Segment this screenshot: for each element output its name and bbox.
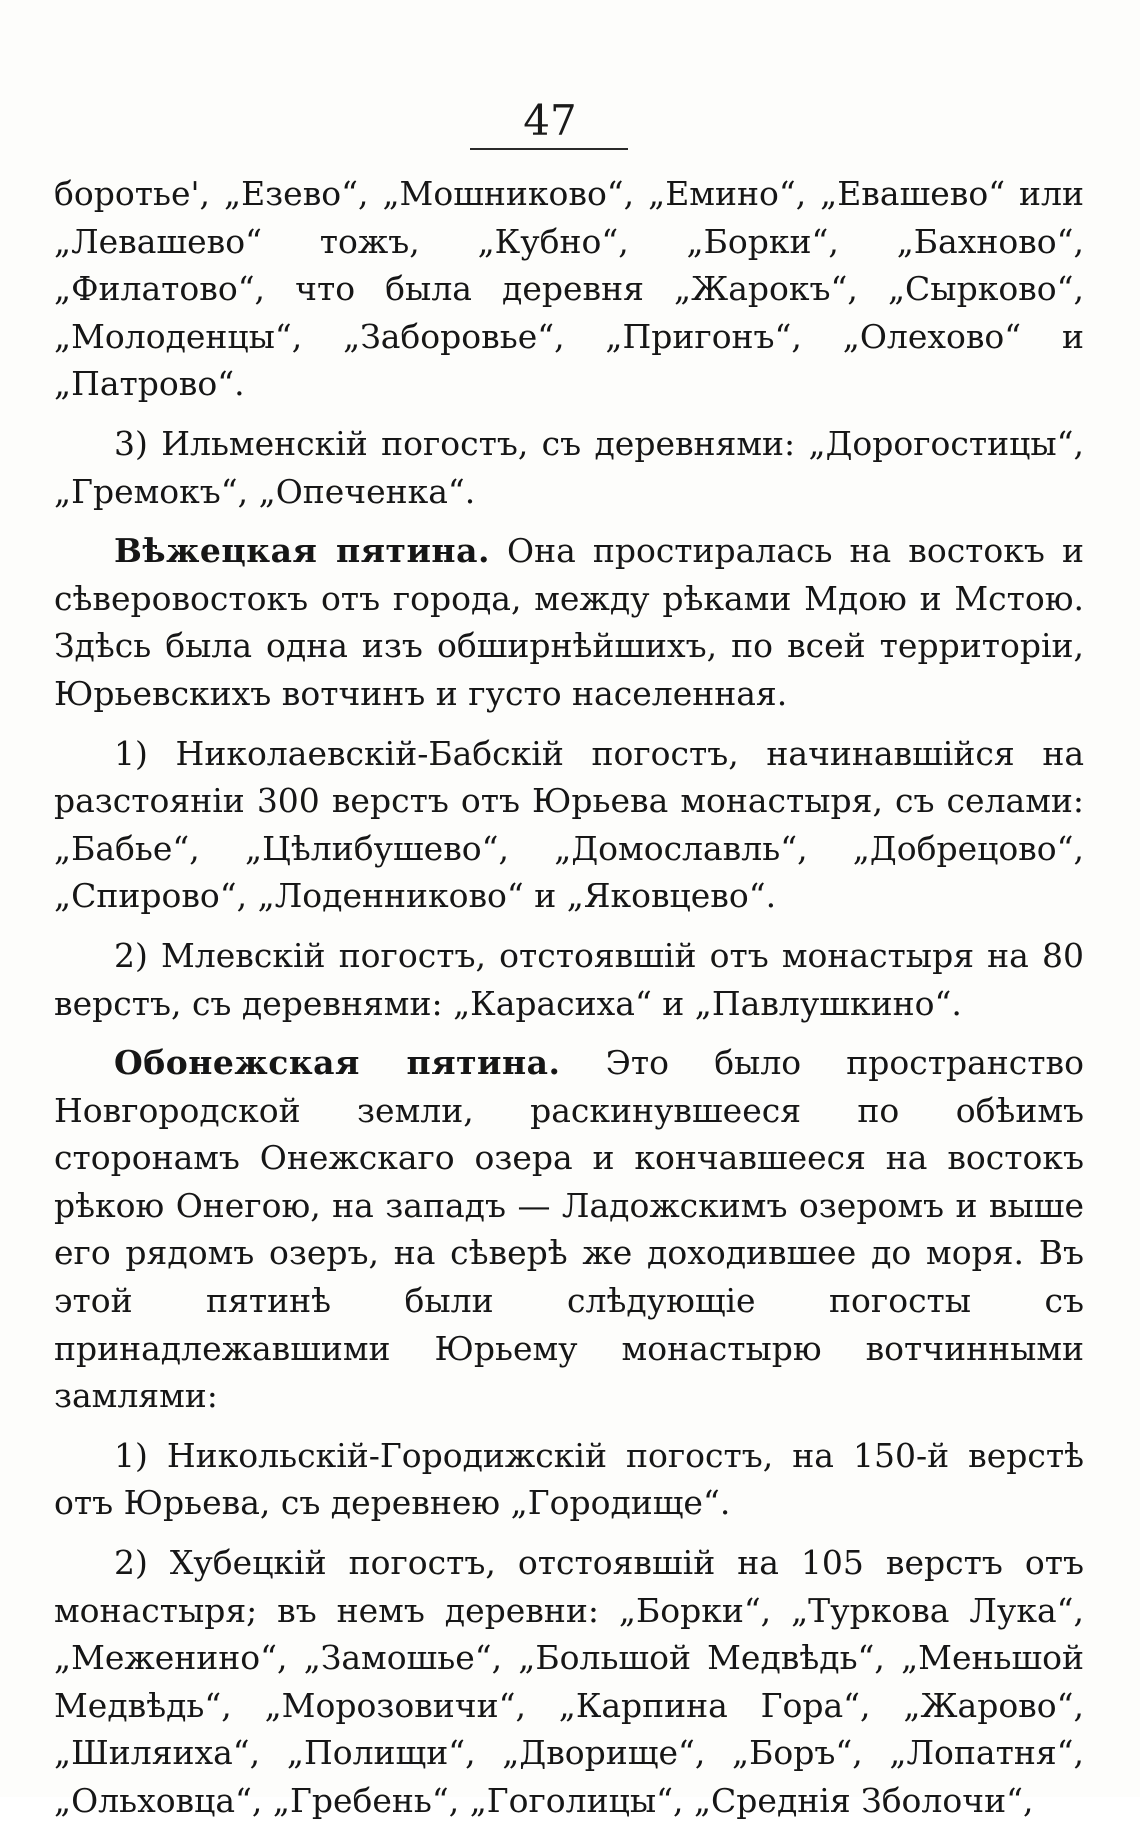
paragraph-continuation (54, 170, 1084, 408)
section-heading: Обонежская пятина. (114, 1043, 561, 1083)
paragraph-text: 1) Николаевскій-Бабскій погостъ, начинавшійся на разстояніи 300 верстъ отъ Юрьева монастыря, съ селами: „Бабье“, „Цѣлибушево“, „Домославль“, „Добрецово“, „Спирово“, „Лоденниково“ и „Яковцево“. (54, 733, 1084, 916)
paragraph-ilmensky-pogost (54, 420, 1084, 515)
paragraph-text: Она простиралась на востокъ и сѣверовостокъ отъ города, между рѣками Мдою и Мстою. Здѣсь была одна изъ обширнѣйшихъ, по всей территоріи, Юрьевскихъ вотчинъ и густо населенная. (54, 531, 1084, 713)
paragraph-nikolsky-gorodizhsky (54, 1432, 1084, 1527)
body-text (54, 170, 1084, 1837)
page-number: 47 (523, 96, 577, 145)
paragraph-text: 3) Ильменскій погостъ, съ деревнями: „Дорогостицы“, „Гремокъ“, „Опеченка“. (54, 423, 1084, 511)
paragraph-obonezhskaya-pyatina (54, 1039, 1084, 1420)
paragraph-khubetsky-pogost (54, 1539, 1084, 1825)
paragraph-mlevsky-pogost (54, 932, 1084, 1027)
paragraph-text: 1) Никольскій-Городижскій погостъ, на 150-й верстѣ отъ Юрьева, съ деревнею „Городище“. (54, 1435, 1084, 1523)
paragraph-text: 2) Млевскій погостъ, отстоявшій отъ монастыря на 80 верстъ, съ деревнями: „Карасиха“ и „Павлушкино“. (54, 935, 1084, 1023)
section-heading: Вѣжецкая пятина. (114, 531, 490, 571)
paragraph-text: 2) Хубецкій погостъ, отстоявшій на 105 верстъ отъ монастыря; въ немъ деревни: „Борки“, „Туркова Лука“, „Меженино“, „Замошье“, „Большой Медвѣдь“, „Меньшой Медвѣдь“, „Морозовичи“, „Карпина Гора“, „Жарово“, „Шиляиха“, „Полищи“, „Дворище“, „Боръ“, „Лопатня“, „Ольховца“, „Гребень“, „Гоголицы“, „Среднія Зболочи“, (54, 1543, 1084, 1820)
paragraph-nikolaevsky-babsky (54, 730, 1084, 920)
paragraph-text: Это было пространство Новгородской земли, раскинувшееся по обѣимъ сторонамъ Онежскаго озера и кончавшееся на востокъ рѣкою Онегою, на западъ — Ладожскимъ озеромъ и выше его рядомъ озеръ, на сѣверѣ же доходившее до моря. Въ этой пятинѣ были слѣдующіе погосты съ принадлежавшими Юрьему монастырю вотчинными замлями: (54, 1043, 1084, 1416)
paragraph-vezhetskaya-pyatina (54, 527, 1084, 717)
paragraph-text: боротье', „Езево“, „Мошниково“, „Емино“, „Евашево“ или „Левашево“ тожъ, „Кубно“, „Борки“, „Бахново“, „Филатово“, что была деревня „Жарокъ“, „Сырково“, „Молоденцы“, „Заборовье“, „Пригонъ“, „Олехово“ и „Патрово“. (54, 174, 1084, 404)
page-number-rule (470, 148, 628, 150)
